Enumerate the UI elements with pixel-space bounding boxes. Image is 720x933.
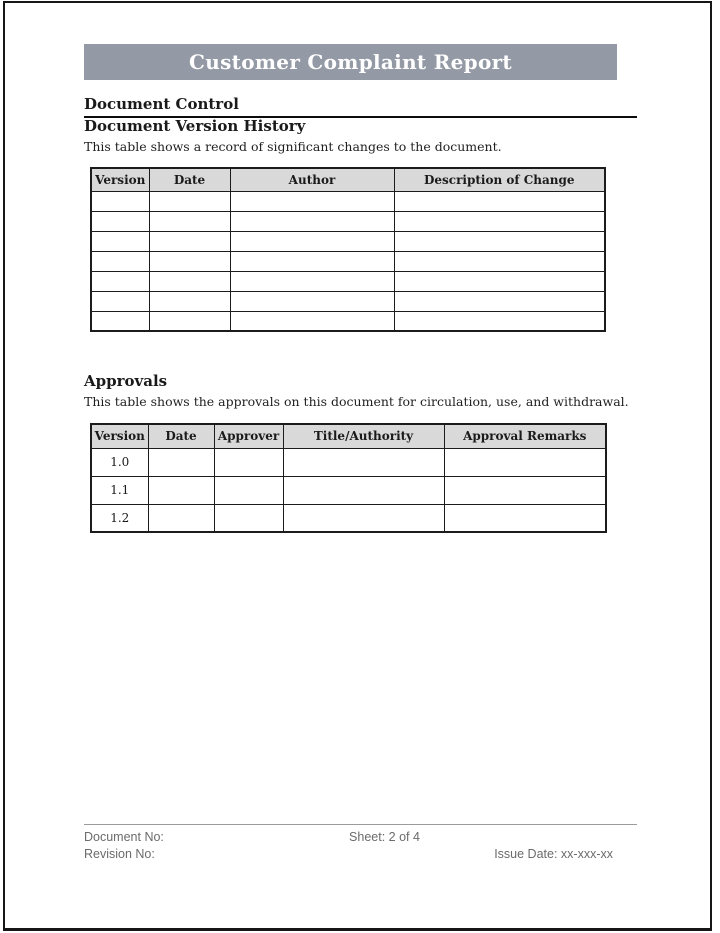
version-history-cell[interactable] [394,231,605,251]
footer-spacer [453,829,637,846]
version-history-cell[interactable] [394,211,605,231]
version-history-cell[interactable] [230,231,394,251]
approvals-cell[interactable] [148,504,214,532]
title-banner [84,44,617,80]
document-control-heading: Document Control [84,95,239,113]
version-history-header-row [91,168,605,191]
table-row [91,311,605,331]
table-row [91,448,606,476]
version-history-cell[interactable] [149,251,230,271]
page-footer [84,824,637,863]
version-history-cell[interactable] [394,271,605,291]
version-history-cell[interactable] [230,251,394,271]
approvals-cell[interactable] [444,476,606,504]
approvals-cell[interactable] [444,448,606,476]
table-row [91,271,605,291]
version-history-cell[interactable] [91,231,149,251]
approvals-cell: 1.1 [91,476,148,504]
version-history-cell[interactable] [149,291,230,311]
column-header-version: Version [91,424,148,448]
version-history-cell[interactable] [149,271,230,291]
approvals-cell[interactable] [283,476,444,504]
document-no-label: Document No: [84,830,164,844]
version-history-cell[interactable] [394,291,605,311]
page-title: Customer Complaint Report [189,50,512,74]
version-history-cell[interactable] [149,231,230,251]
approvals-cell[interactable] [214,448,283,476]
column-header-author: Author [230,168,394,191]
table-row [91,191,605,211]
approvals-cell: 1.2 [91,504,148,532]
version-history-cell[interactable] [91,191,149,211]
version-history-cell[interactable] [230,291,394,311]
version-history-table [90,167,606,332]
version-history-cell[interactable] [394,191,605,211]
approvals-cell[interactable] [283,448,444,476]
column-header-approver: Approver [214,424,283,448]
approvals-cell[interactable] [214,476,283,504]
version-history-cell[interactable] [230,311,394,331]
version-history-heading: Document Version History [84,117,306,135]
approvals-cell[interactable] [214,504,283,532]
version-history-cell[interactable] [91,271,149,291]
footer-row-1 [84,829,637,846]
version-history-cell[interactable] [91,311,149,331]
version-history-cell[interactable] [230,271,394,291]
approvals-cell[interactable] [283,504,444,532]
version-history-cell[interactable] [149,211,230,231]
table-row [91,291,605,311]
version-history-description: This table shows a record of significant changes to the document. [84,139,502,154]
version-history-cell[interactable] [149,191,230,211]
approvals-cell: 1.0 [91,448,148,476]
approvals-header-row [91,424,606,448]
approvals-cell[interactable] [148,448,214,476]
version-history-cell[interactable] [91,211,149,231]
table-row [91,504,606,532]
column-header-approval-remarks: Approval Remarks [444,424,606,448]
version-history-cell[interactable] [230,211,394,231]
footer-spacer [260,846,436,863]
approvals-heading: Approvals [84,372,168,390]
version-history-cell[interactable] [91,291,149,311]
revision-no-label: Revision No: [84,847,155,861]
column-header-title-authority: Title/Authority [283,424,444,448]
table-row [91,251,605,271]
approvals-table [90,423,607,533]
approvals-cell[interactable] [148,476,214,504]
issue-date-label: Issue Date: xx-xxx-xx [494,847,613,861]
table-row [91,476,606,504]
version-history-cell[interactable] [91,251,149,271]
table-row [91,211,605,231]
column-header-date: Date [148,424,214,448]
footer-row-2 [84,846,637,863]
version-history-cell[interactable] [394,311,605,331]
version-history-cell[interactable] [149,311,230,331]
version-history-cell[interactable] [230,191,394,211]
column-header-description-of-change: Description of Change [394,168,605,191]
version-history-cell[interactable] [394,251,605,271]
approvals-cell[interactable] [444,504,606,532]
approvals-description: This table shows the approvals on this document for circulation, use, and withdrawal. [84,394,629,409]
document-control-section-header [84,95,637,118]
table-row [91,231,605,251]
column-header-date: Date [149,168,230,191]
sheet-label: Sheet: 2 of 4 [349,830,420,844]
column-header-version: Version [91,168,149,191]
